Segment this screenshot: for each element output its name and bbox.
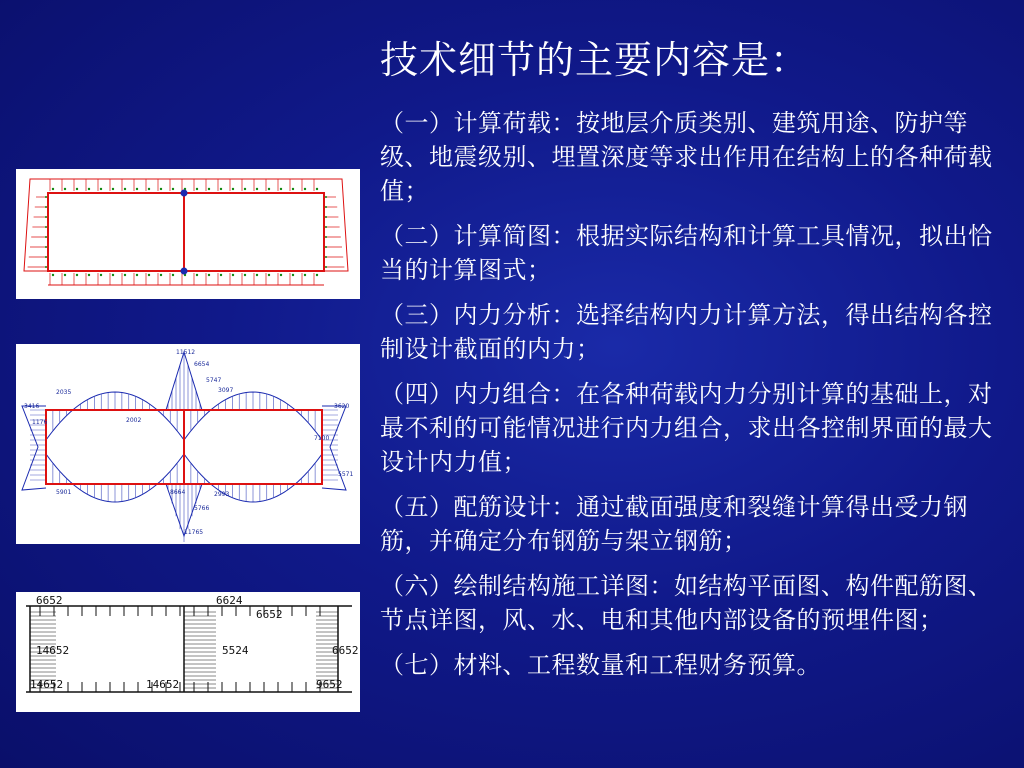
side-load-mark xyxy=(325,216,327,218)
moment-value-label: 11765 xyxy=(184,529,204,536)
top-load-mark xyxy=(280,188,282,190)
bottom-load-mark xyxy=(316,274,318,276)
top-load-mark xyxy=(220,188,222,190)
moment-value-label: 3416 xyxy=(24,403,40,410)
content-list xyxy=(380,106,1000,693)
top-load-mark xyxy=(124,188,126,190)
list-item-7: （七）材料、工程数量和工程财务预算。 xyxy=(380,651,821,679)
top-load-mark xyxy=(268,188,270,190)
top-load-mark xyxy=(112,188,114,190)
bottom-load-mark xyxy=(172,274,174,276)
top-load-mark xyxy=(88,188,90,190)
side-load-mark xyxy=(325,206,327,208)
bottom-load-mark xyxy=(88,274,90,276)
side-load-mark xyxy=(45,266,47,268)
rebar-value-label: 14652 xyxy=(146,678,180,691)
moment-value-label: 6654 xyxy=(194,361,210,368)
top-load-mark xyxy=(148,188,150,190)
top-load-mark xyxy=(100,188,102,190)
list-item-6: （六）绘制结构施工详图：如结构平面图、构件配筋图、节点详图，风、水、电和其他内部设备的预埋件图； xyxy=(380,572,993,634)
side-load-mark xyxy=(45,216,47,218)
top-load-mark xyxy=(208,188,210,190)
rebar-value-label: 6624 xyxy=(216,594,243,607)
bottom-load-mark xyxy=(148,274,150,276)
top-load-mark xyxy=(52,188,54,190)
bottom-load-mark xyxy=(304,274,306,276)
bottom-load-mark xyxy=(208,274,210,276)
top-load-mark xyxy=(256,188,258,190)
frame-box xyxy=(48,193,324,271)
side-load-mark xyxy=(45,246,47,248)
top-load-mark xyxy=(316,188,318,190)
moment-value-label: 8664 xyxy=(170,489,186,496)
moment-value-label: 1176 xyxy=(32,419,48,426)
rebar-value-label: 5524 xyxy=(222,644,249,657)
bottom-load-mark xyxy=(76,274,78,276)
bottom-load-mark xyxy=(268,274,270,276)
bottom-load-mark xyxy=(112,274,114,276)
moment-value-label: 5901 xyxy=(56,489,72,496)
moment-value-label: 11512 xyxy=(176,349,196,356)
top-load-mark xyxy=(64,188,66,190)
bottom-load-mark xyxy=(64,274,66,276)
moment-value-label: 3097 xyxy=(218,387,234,394)
load-diagram-figure xyxy=(16,169,360,299)
top-load-mark xyxy=(160,188,162,190)
side-load-mark xyxy=(45,196,47,198)
bottom-load-mark xyxy=(232,274,234,276)
top-load-mark xyxy=(172,188,174,190)
bottom-load-mark xyxy=(244,274,246,276)
rebar-value-label: 6652 xyxy=(332,644,359,657)
bottom-load-mark xyxy=(100,274,102,276)
side-load-mark xyxy=(45,256,47,258)
top-load-mark xyxy=(244,188,246,190)
bottom-load-mark xyxy=(136,274,138,276)
bottom-load-mark xyxy=(292,274,294,276)
top-load-mark xyxy=(232,188,234,190)
moment-value-label: 2002 xyxy=(126,417,142,424)
slide-title: 技术细节的主要内容是： xyxy=(380,38,810,82)
rebar-value-label: 6652 xyxy=(36,594,63,607)
joint-bottom xyxy=(181,268,188,275)
rebar-value-label: 14652 xyxy=(36,644,70,657)
list-item-4: （四）内力组合：在各种荷载内力分别计算的基础上，对最不利的可能情况进行内力组合，求出各控制界面的最大设计内力值； xyxy=(380,380,993,476)
side-load-mark xyxy=(325,256,327,258)
bottom-load-mark xyxy=(52,274,54,276)
rebar-value-label: 9652 xyxy=(316,678,343,691)
top-load-mark xyxy=(196,188,198,190)
side-load-mark xyxy=(45,206,47,208)
top-load-mark xyxy=(304,188,306,190)
moment-value-label: 2035 xyxy=(56,389,72,396)
side-load-mark xyxy=(45,236,47,238)
rebar-value-label: 6652 xyxy=(256,608,283,621)
moment-diagram xyxy=(16,344,360,544)
moment-value-label: 5747 xyxy=(206,377,222,384)
moment-value-label: 7100 xyxy=(314,435,330,442)
joint-top xyxy=(181,190,188,197)
side-load-mark xyxy=(325,266,327,268)
side-load-mark xyxy=(45,226,47,228)
rebar-drawing-figure xyxy=(16,592,360,712)
bottom-load-mark xyxy=(196,274,198,276)
moment-value-label: 2993 xyxy=(214,491,230,498)
bottom-load-mark xyxy=(280,274,282,276)
moment-diagram-figure xyxy=(16,344,360,544)
bottom-load-mark xyxy=(256,274,258,276)
moment-value-label: 5571 xyxy=(338,471,354,478)
side-load-mark xyxy=(325,226,327,228)
bottom-load-mark xyxy=(220,274,222,276)
bottom-load-mark xyxy=(124,274,126,276)
top-load-mark xyxy=(76,188,78,190)
side-load-mark xyxy=(325,246,327,248)
top-load-mark xyxy=(136,188,138,190)
load-diagram xyxy=(16,169,360,299)
list-item-3: （三）内力分析：选择结构内力计算方法，得出结构各控制设计截面的内力； xyxy=(380,301,993,363)
rebar-drawing xyxy=(16,592,360,712)
rebar-value-label: 14652 xyxy=(30,678,64,691)
list-item-2: （二）计算简图：根据实际结构和计算工具情况，拟出恰当的计算图式； xyxy=(380,222,993,284)
bottom-load-mark xyxy=(160,274,162,276)
moment-value-label: 5766 xyxy=(194,505,210,512)
side-load-mark xyxy=(325,236,327,238)
moment-value-label: 3620 xyxy=(334,403,350,410)
side-load-mark xyxy=(325,196,327,198)
top-load-mark xyxy=(292,188,294,190)
list-item-5: （五）配筋设计：通过截面强度和裂缝计算得出受力钢筋，并确定分布钢筋与架立钢筋； xyxy=(380,493,968,555)
list-item-1: （一）计算荷载：按地层介质类别、建筑用途、防护等级、地震级别、埋置深度等求出作用在结构上的各种荷载值； xyxy=(380,109,993,205)
